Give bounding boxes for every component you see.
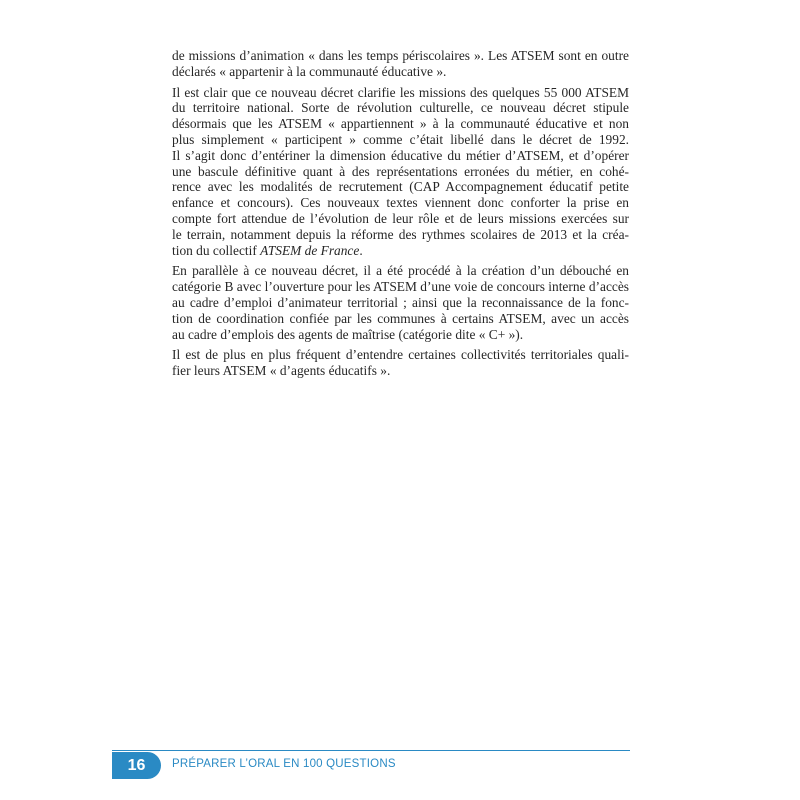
paragraph-3 xyxy=(172,263,629,342)
text-line: au cadre d’emploi d’animateur territorial ; ainsi que la reconnaissance de la fonc- xyxy=(172,294,629,310)
text-line: désormais que les ATSEM « appartiennent » à la communauté éducative et non xyxy=(172,116,629,132)
text-line: Il s’agit donc d’entériner la dimension éducative du métier d’ATSEM, et d’opérer xyxy=(172,147,629,163)
text-line: déclarés « appartenir à la communauté éducative ». xyxy=(172,63,447,79)
text-line: En parallèle à ce nouveau décret, il a été procédé à la création d’un débouché en xyxy=(172,263,629,279)
text-line: une bascule définitive quant à des représentations erronées du métier, en cohé- xyxy=(172,163,629,179)
text-line: enfance et concours). Ces nouveaux textes viennent donc conforter la prise en xyxy=(172,195,629,211)
paragraph-1 xyxy=(172,48,629,80)
paragraph-4 xyxy=(172,347,629,379)
footer-divider xyxy=(112,750,630,751)
text-line: tion de coordination confiée par les communes à certains ATSEM, avec un accès xyxy=(172,310,629,326)
text-line: rence avec les modalités de recrutement (CAP Accompagnement éducatif petite xyxy=(172,179,629,195)
page-number: 16 xyxy=(112,752,161,779)
text-line: du territoire national. Sorte de révolution culturelle, ce nouveau décret stipule xyxy=(172,100,629,116)
text-line: fier leurs ATSEM « d’agents éducatifs ». xyxy=(172,363,391,379)
text-line: Il est de plus en plus fréquent d’entendre certaines collectivités territoriales quali- xyxy=(172,347,629,363)
body-text xyxy=(172,48,629,384)
text-line: au cadre d’emplois des agents de maîtrise (catégorie dite « C+ »). xyxy=(172,326,524,342)
text-line: plus simplement « participent » comme c’était libellé dans le décret de 1992. xyxy=(172,131,629,147)
text-line: catégorie B avec l’ouverture pour les ATSEM d’une voie de concours interne d’accès xyxy=(172,279,629,295)
running-footer-title: PRÉPARER L’ORAL EN 100 QUESTIONS xyxy=(172,758,396,770)
text-line: compte fort attendue de l’évolution de leur rôle et de leurs missions exercées sur xyxy=(172,210,629,226)
emphasis-text: ATSEM de France xyxy=(260,242,360,258)
text-fragment: . xyxy=(359,242,363,258)
text-line xyxy=(172,243,629,259)
text-line: de missions d’animation « dans les temps périscolaires ». Les ATSEM sont en outre xyxy=(172,48,629,63)
text-fragment: tion du collectif xyxy=(172,242,261,258)
paragraph-2 xyxy=(172,85,629,259)
text-line: Il est clair que ce nouveau décret clarifie les missions des quelques 55 000 ATSEM xyxy=(172,84,629,100)
text-line: le terrain, notamment depuis la réforme des rythmes scolaires de 2013 et la créa- xyxy=(172,226,629,242)
